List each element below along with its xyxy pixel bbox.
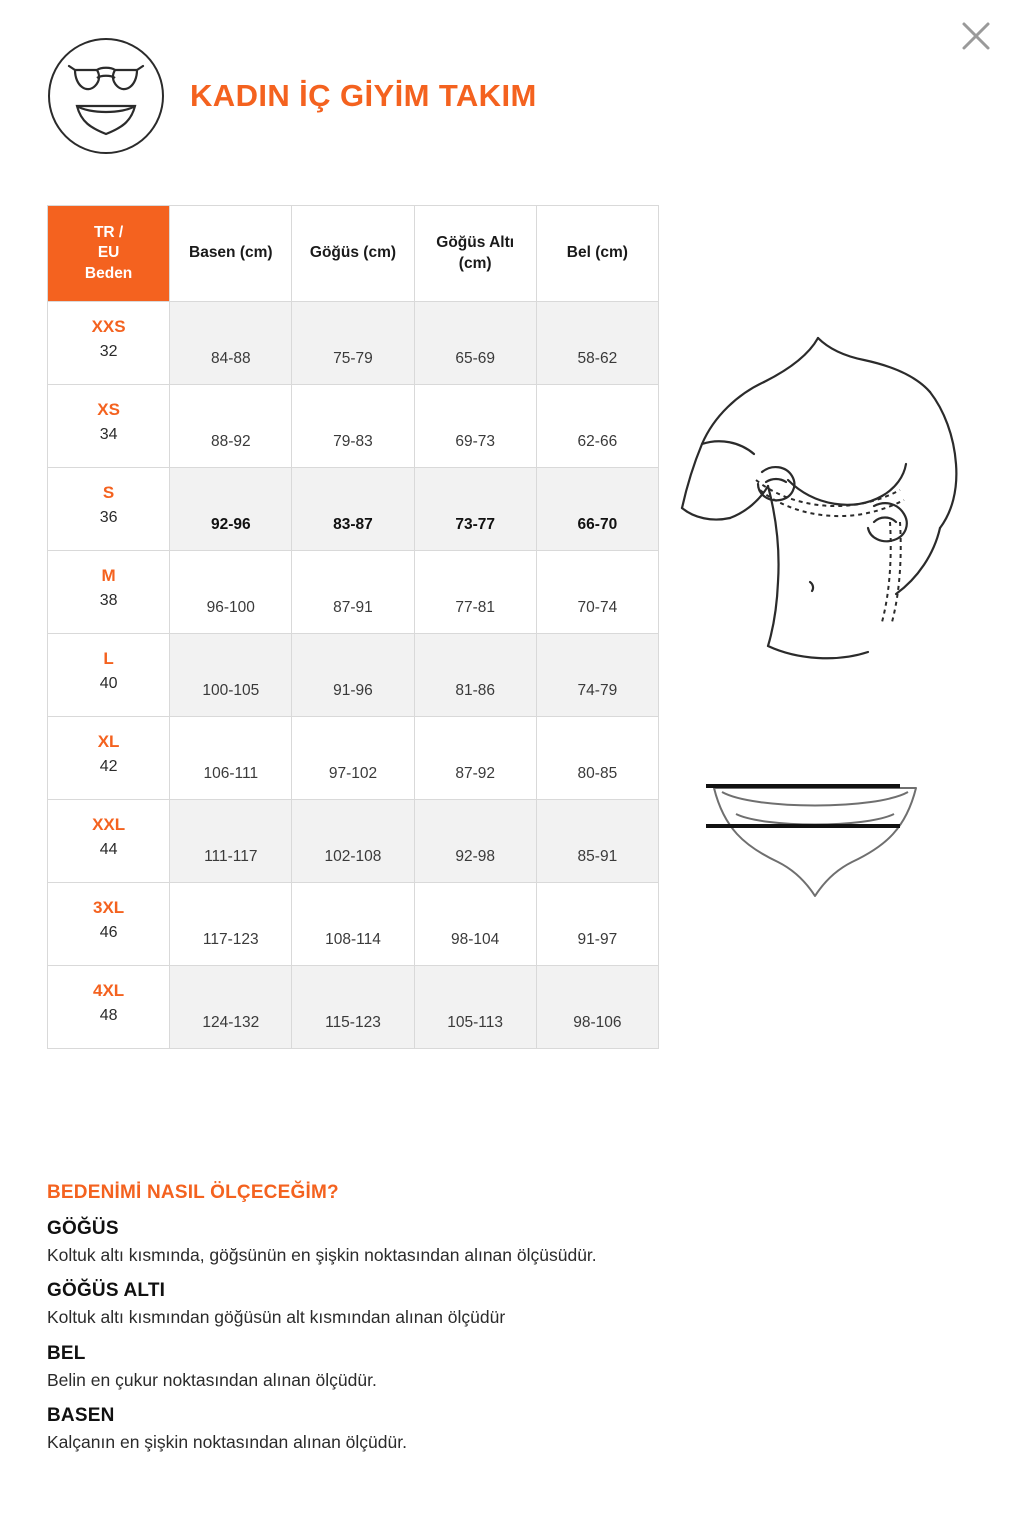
cell-bel: 70-74 <box>536 551 658 634</box>
measure-item-text: Koltuk altı kısmında, göğsünün en şişkin noktasından alınan ölçüsüdür. <box>47 1245 597 1265</box>
table-body <box>48 302 659 1049</box>
table-row <box>48 468 659 551</box>
size-table <box>47 205 659 1049</box>
cell-size <box>48 302 170 385</box>
cell-basen: 96-100 <box>170 551 292 634</box>
cell-gogus: 97-102 <box>292 717 414 800</box>
table-row <box>48 800 659 883</box>
cell-gogus: 79-83 <box>292 385 414 468</box>
size-eu: 42 <box>99 757 118 775</box>
measure-item-title: BEL <box>47 1342 86 1364</box>
cell-gogus-alti: 81-86 <box>414 634 536 717</box>
gogus-alti-line-1: Göğüs Altı <box>436 233 515 251</box>
cell-gogus-alti: 105-113 <box>414 966 536 1049</box>
cell-size <box>48 800 170 883</box>
cell-basen: 106-111 <box>170 717 292 800</box>
table-row <box>48 717 659 800</box>
page-title: KADIN İÇ GİYİM TAKIM <box>190 78 537 113</box>
measure-item-text: Belin en çukur noktasından alınan ölçüdür. <box>47 1369 377 1390</box>
size-abbr: XS <box>97 400 120 419</box>
column-header-gogus-alti <box>414 206 536 302</box>
measure-item-text: Kalçanın en şişkin noktasından alınan ölçüdür. <box>47 1432 407 1453</box>
size-abbr: 4XL <box>93 981 125 1000</box>
measure-items <box>47 1218 847 1456</box>
size-eu: 38 <box>99 591 118 609</box>
cell-size <box>48 385 170 468</box>
cell-gogus-alti: 69-73 <box>414 385 536 468</box>
woman-measuring-bust-illustration <box>668 330 978 680</box>
cell-bel: 85-91 <box>536 800 658 883</box>
cell-size <box>48 717 170 800</box>
cell-gogus-alti: 73-77 <box>414 468 536 551</box>
size-eu: 44 <box>99 840 118 858</box>
cell-bel: 66-70 <box>536 468 658 551</box>
size-abbr: 3XL <box>93 898 125 917</box>
size-abbr: XL <box>97 732 120 751</box>
corner-line-3: Beden <box>84 264 133 282</box>
measure-item-title: GÖĞÜS <box>47 1218 119 1239</box>
measure-item-title: GÖĞÜS ALTI <box>47 1280 166 1302</box>
gogus-alti-line-2: (cm) <box>458 254 492 272</box>
table-row <box>48 551 659 634</box>
size-eu: 36 <box>99 508 118 526</box>
cell-gogus: 102-108 <box>292 800 414 883</box>
cell-gogus: 91-96 <box>292 634 414 717</box>
cell-gogus: 108-114 <box>292 883 414 966</box>
cell-size <box>48 966 170 1049</box>
column-header-basen: Basen (cm) <box>170 206 292 302</box>
cell-gogus: 115-123 <box>292 966 414 1049</box>
table-row <box>48 302 659 385</box>
size-abbr: L <box>103 649 114 668</box>
table-row <box>48 966 659 1049</box>
corner-line-2: EU <box>97 244 120 262</box>
cell-gogus-alti: 65-69 <box>414 302 536 385</box>
cell-bel: 58-62 <box>536 302 658 385</box>
size-eu: 46 <box>99 923 118 941</box>
cell-basen: 111-117 <box>170 800 292 883</box>
cell-gogus: 83-87 <box>292 468 414 551</box>
cell-gogus-alti: 92-98 <box>414 800 536 883</box>
cell-basen: 100-105 <box>170 634 292 717</box>
size-eu: 48 <box>99 1006 118 1024</box>
cell-size <box>48 883 170 966</box>
corner-line-1: TR / <box>93 224 124 242</box>
how-to-measure-section <box>47 1182 847 1456</box>
table-row <box>48 385 659 468</box>
size-eu: 32 <box>99 342 118 360</box>
cell-size <box>48 551 170 634</box>
column-header-gogus: Göğüs (cm) <box>292 206 414 302</box>
cell-basen: 117-123 <box>170 883 292 966</box>
cell-size <box>48 634 170 717</box>
cell-gogus-alti: 87-92 <box>414 717 536 800</box>
cell-bel: 98-106 <box>536 966 658 1049</box>
table-row <box>48 883 659 966</box>
measure-item-text: Koltuk altı kısmından göğüsün alt kısmından alınan ölçüdür <box>47 1307 506 1328</box>
size-abbr: M <box>101 566 116 585</box>
lingerie-set-icon <box>48 38 164 154</box>
cell-size <box>48 468 170 551</box>
size-eu: 34 <box>99 425 118 443</box>
modal-header <box>48 38 537 154</box>
cell-gogus-alti: 98-104 <box>414 883 536 966</box>
cell-bel: 80-85 <box>536 717 658 800</box>
cell-basen: 92-96 <box>170 468 292 551</box>
column-header-bel: Bel (cm) <box>536 206 658 302</box>
cell-basen: 84-88 <box>170 302 292 385</box>
brief-measuring-illustration <box>700 770 930 920</box>
size-abbr: XXS <box>91 317 126 336</box>
measure-item-title: BASEN <box>47 1405 115 1427</box>
how-to-measure-heading: BEDENİMİ NASIL ÖLÇECEĞİM? <box>47 1182 339 1203</box>
close-icon[interactable] <box>956 16 996 56</box>
table-row <box>48 634 659 717</box>
table-header <box>48 206 659 302</box>
cell-bel: 62-66 <box>536 385 658 468</box>
cell-gogus: 87-91 <box>292 551 414 634</box>
cell-gogus: 75-79 <box>292 302 414 385</box>
cell-bel: 74-79 <box>536 634 658 717</box>
cell-basen: 88-92 <box>170 385 292 468</box>
cell-basen: 124-132 <box>170 966 292 1049</box>
size-abbr: S <box>102 483 115 502</box>
column-header-size <box>48 206 170 302</box>
cell-bel: 91-97 <box>536 883 658 966</box>
cell-gogus-alti: 77-81 <box>414 551 536 634</box>
size-abbr: XXL <box>92 815 126 834</box>
size-eu: 40 <box>99 674 118 692</box>
